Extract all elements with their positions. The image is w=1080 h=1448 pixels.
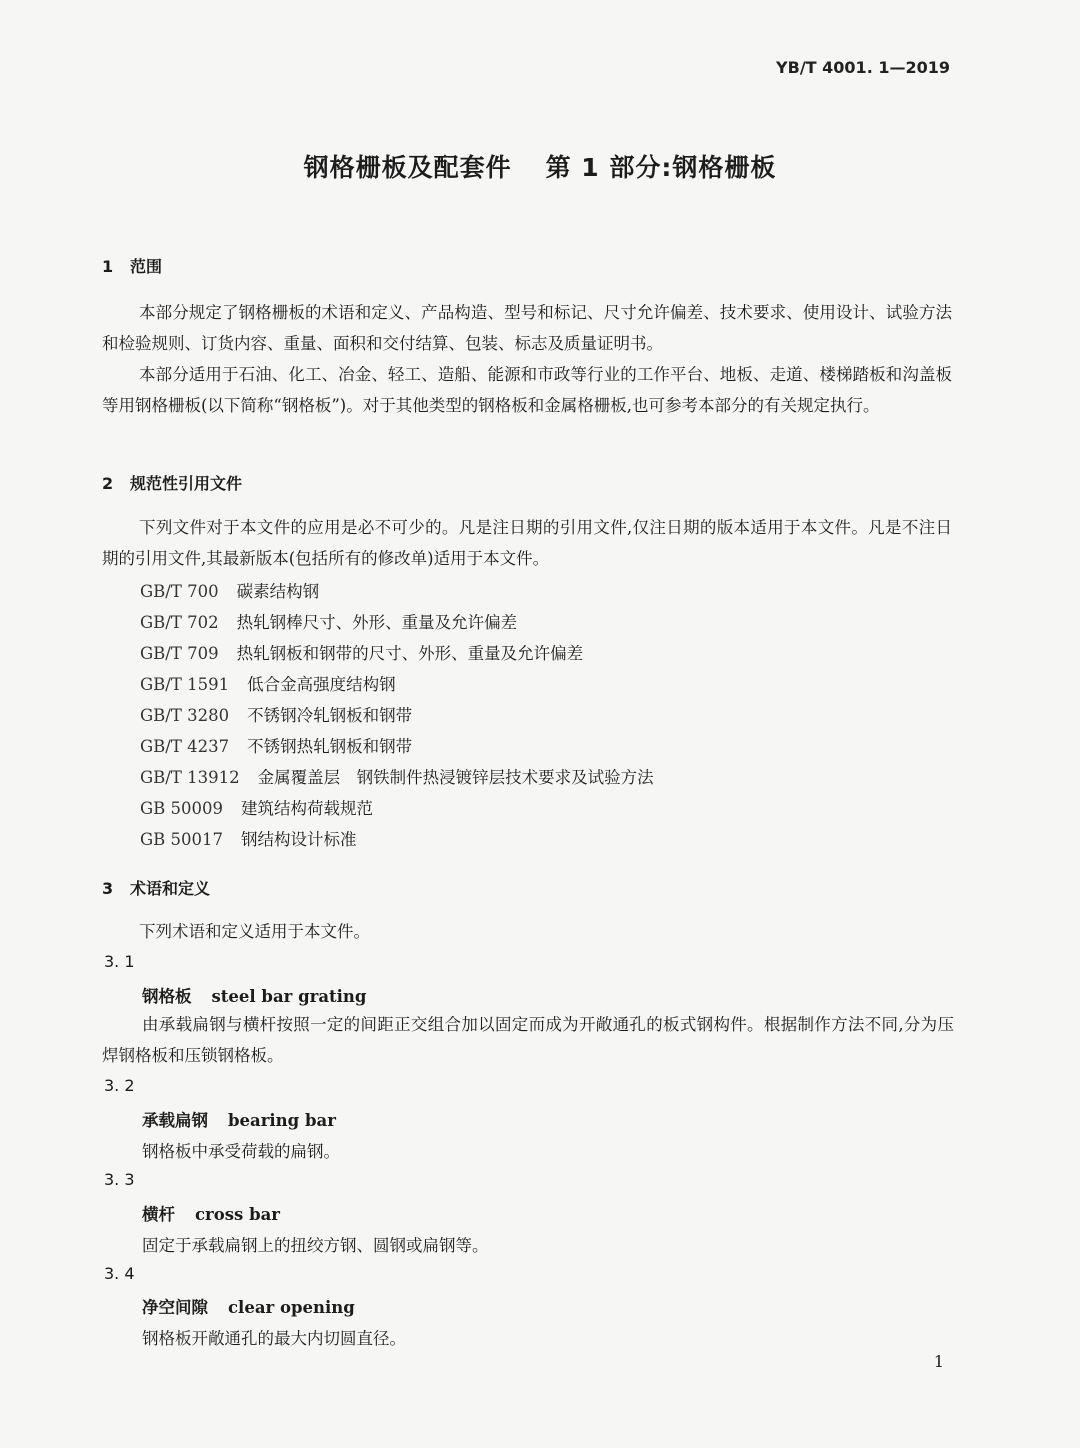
section-2-paragraph-1: 下列文件对于本文件的应用是必不可少的。凡是注日期的引用文件,仅注日期的版本适用于本文件。凡是不注日期的引用文件,其最新版本(包括所有的修改单)适用于本文件。 [102, 518, 952, 568]
title-part-b: 第 1 部分:钢格栅板 [545, 153, 777, 182]
reference-item: GB 50009 建筑结构荷载规范 [140, 799, 374, 818]
section-title: 术语和定义 [130, 879, 211, 898]
term-zh: 承载扁钢 [142, 1111, 208, 1130]
section-1-paragraph-2: 本部分适用于石油、化工、冶金、轻工、造船、能源和市政等行业的工作平台、地板、走道、楼梯踏板和沟盖板等用钢格栅板(以下简称“钢格板”)。对于其他类型的钢格板和金属格栅板,也可参考本部分的有关规定执行。 [102, 365, 952, 415]
reference-item: GB 50017 钢结构设计标准 [140, 830, 357, 849]
section-title: 规范性引用文件 [130, 474, 243, 493]
term-definition: 由承载扁钢与横杆按照一定的间距正交组合加以固定而成为开敞通孔的板式钢构件。根据制作方法不同,分为压焊钢格板和压锁钢格板。 [102, 1015, 954, 1065]
term-zh: 净空间隙 [142, 1298, 208, 1317]
section-number: 2 [102, 474, 114, 493]
section-number: 1 [102, 257, 114, 276]
reference-item: GB/T 702 热轧钢棒尺寸、外形、重量及允许偏差 [140, 613, 518, 632]
term-heading [142, 1201, 280, 1225]
standard-code: YB/T 4001. 1—2019 [776, 58, 950, 77]
section-3-heading [102, 876, 210, 899]
reference-item: GB/T 4237 不锈钢热轧钢板和钢带 [140, 737, 413, 756]
term-definition: 钢格板中承受荷载的扁钢。 [142, 1142, 340, 1161]
term-heading [142, 1294, 355, 1318]
clause-number: 3. 1 [104, 952, 135, 971]
document-title [0, 148, 1080, 184]
reference-item: GB/T 1591 低合金高强度结构钢 [140, 675, 396, 694]
clause-number: 3. 2 [104, 1076, 135, 1095]
section-1-paragraph-1: 本部分规定了钢格栅板的术语和定义、产品构造、型号和标记、尺寸允许偏差、技术要求、使用设计、试验方法和检验规则、订货内容、重量、面积和交付结算、包装、标志及质量证明书。 [102, 303, 952, 353]
term-zh: 横杆 [142, 1205, 175, 1224]
section-3-intro: 下列术语和定义适用于本文件。 [139, 922, 370, 941]
reference-item: GB/T 13912 金属覆盖层 钢铁制件热浸镀锌层技术要求及试验方法 [140, 768, 654, 787]
term-en: steel bar grating [211, 987, 367, 1006]
term-en: bearing bar [228, 1111, 336, 1130]
reference-item: GB/T 3280 不锈钢冷轧钢板和钢带 [140, 706, 413, 725]
reference-item: GB/T 709 热轧钢板和钢带的尺寸、外形、重量及允许偏差 [140, 644, 584, 663]
term-en: cross bar [195, 1205, 280, 1224]
clause-number: 3. 4 [104, 1264, 135, 1283]
term-zh: 钢格板 [142, 987, 192, 1006]
reference-item: GB/T 700 碳素结构钢 [140, 582, 320, 601]
title-part-a: 钢格栅板及配套件 [303, 153, 512, 182]
term-definition: 钢格板开敞通孔的最大内切圆直径。 [142, 1329, 406, 1348]
clause-number: 3. 3 [104, 1170, 135, 1189]
term-en: clear opening [228, 1298, 355, 1317]
page-number: 1 [933, 1352, 944, 1371]
term-definition: 固定于承载扁钢上的扭绞方钢、圆钢或扁钢等。 [142, 1236, 489, 1255]
section-title: 范围 [130, 257, 163, 276]
term-heading [142, 983, 366, 1007]
section-1-heading [102, 254, 162, 277]
term-heading [142, 1107, 336, 1131]
section-2-heading [102, 471, 242, 494]
section-number: 3 [102, 879, 114, 898]
